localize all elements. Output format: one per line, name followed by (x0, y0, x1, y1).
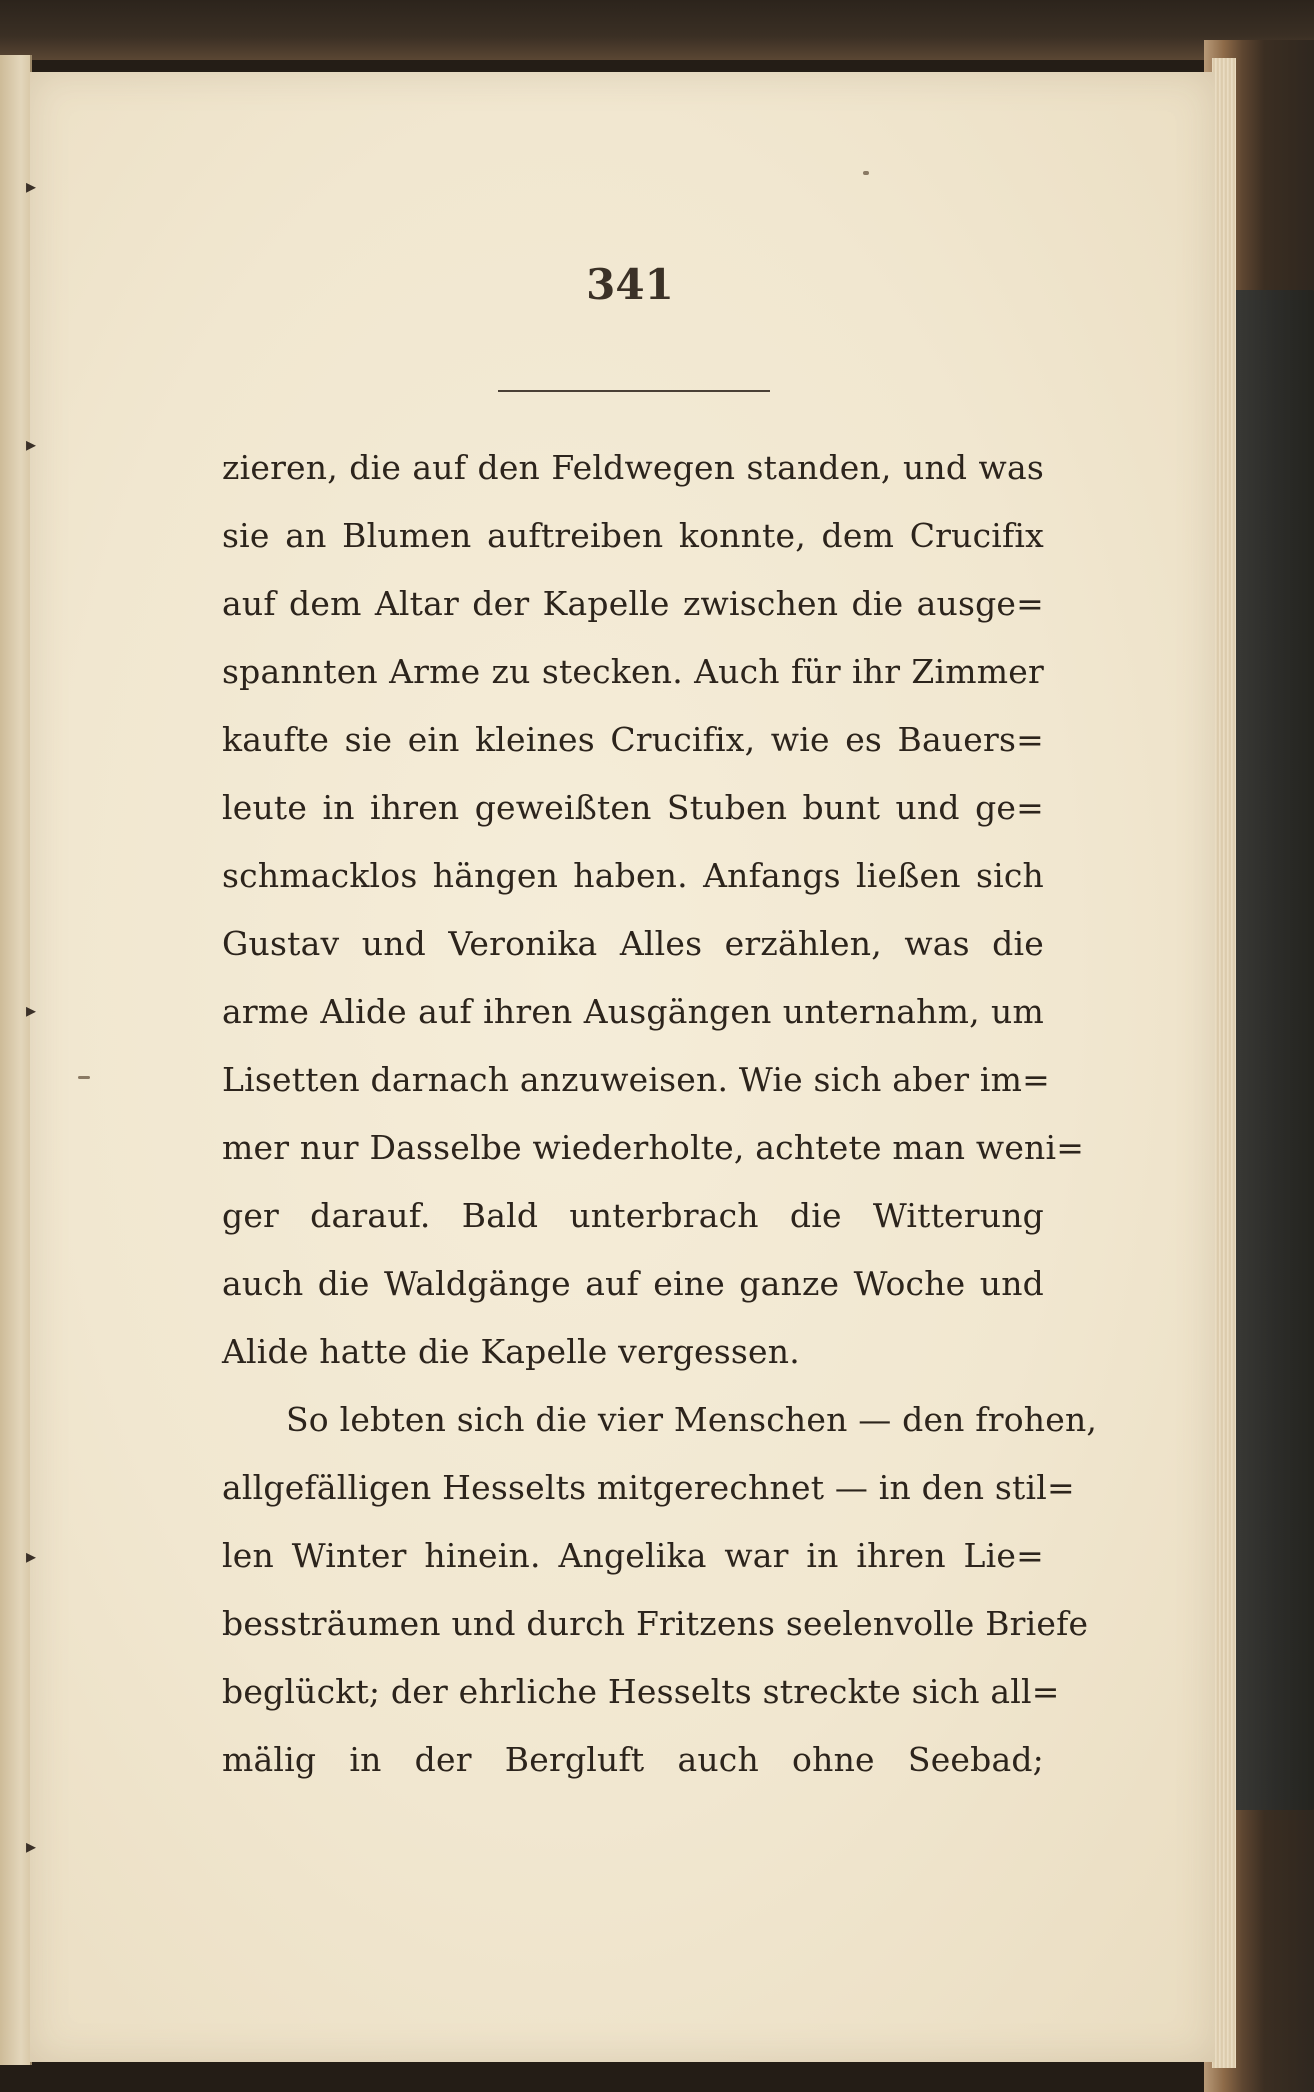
binding-mark: ▸ (26, 432, 37, 456)
text-line: Gustav und Veronika Alles erzählen, was die (222, 924, 1044, 963)
text-line: len Winter hinein. Angelika war in ihren Lie= (222, 1536, 1044, 1575)
text-line: schmacklos hängen haben. Anfangs ließen sich (222, 856, 1044, 895)
text-line: allgefälligen Hesselts mitgerechnet — in den stil= (222, 1468, 1075, 1507)
binding-mark: ▸ (26, 998, 37, 1022)
book-page (30, 72, 1215, 2062)
text-line: kaufte sie ein kleines Crucifix, wie es Bauers= (222, 720, 1044, 759)
text-line: mälig in der Bergluft auch ohne Seebad; (222, 1740, 1044, 1779)
cover-spine-band (1232, 290, 1314, 1810)
text-line: beglückt; der ehrliche Hesselts streckte sich all= (222, 1672, 1060, 1711)
binding-mark: ▸ (26, 174, 37, 198)
text-line: ger darauf. Bald unterbrach die Witterung (222, 1196, 1044, 1235)
binding-mark: ▸ (26, 1834, 37, 1858)
text-line: bessträumen und durch Fritzens seelenvolle Briefe (222, 1604, 1089, 1643)
text-line: arme Alide auf ihren Ausgängen unternahm, um (222, 992, 1044, 1031)
text-line: leute in ihren geweißten Stuben bunt und ge= (222, 788, 1044, 827)
text-line: Lisetten darnach anzuweisen. Wie sich aber im= (222, 1060, 1050, 1099)
text-line: auf dem Altar der Kapelle zwischen die ausge= (222, 584, 1044, 623)
text-line: auch die Waldgänge auf eine ganze Woche und (222, 1264, 1044, 1303)
text-line: spannten Arme zu stecken. Auch für ihr Zimmer (222, 652, 1044, 691)
page-number: 341 (586, 260, 674, 309)
text-line: So lebten sich die vier Menschen — den frohen, (286, 1400, 1098, 1439)
paper-speck (78, 1076, 90, 1079)
text-line: Alide hatte die Kapelle vergessen. (222, 1332, 800, 1371)
body-text (222, 434, 1098, 1794)
text-line: zieren, die auf den Feldwegen standen, und was (222, 448, 1044, 487)
page-edges (1212, 58, 1236, 2068)
text-line: mer nur Dasselbe wiederholte, achtete man weni= (222, 1128, 1085, 1167)
binding-mark: ▸ (26, 1544, 37, 1568)
book-cover-top (0, 0, 1314, 60)
facing-page-edge (0, 55, 32, 2065)
header-rule (498, 390, 770, 392)
text-line: sie an Blumen auftreiben konnte, dem Crucifix (222, 516, 1044, 555)
paper-speck (863, 171, 869, 175)
